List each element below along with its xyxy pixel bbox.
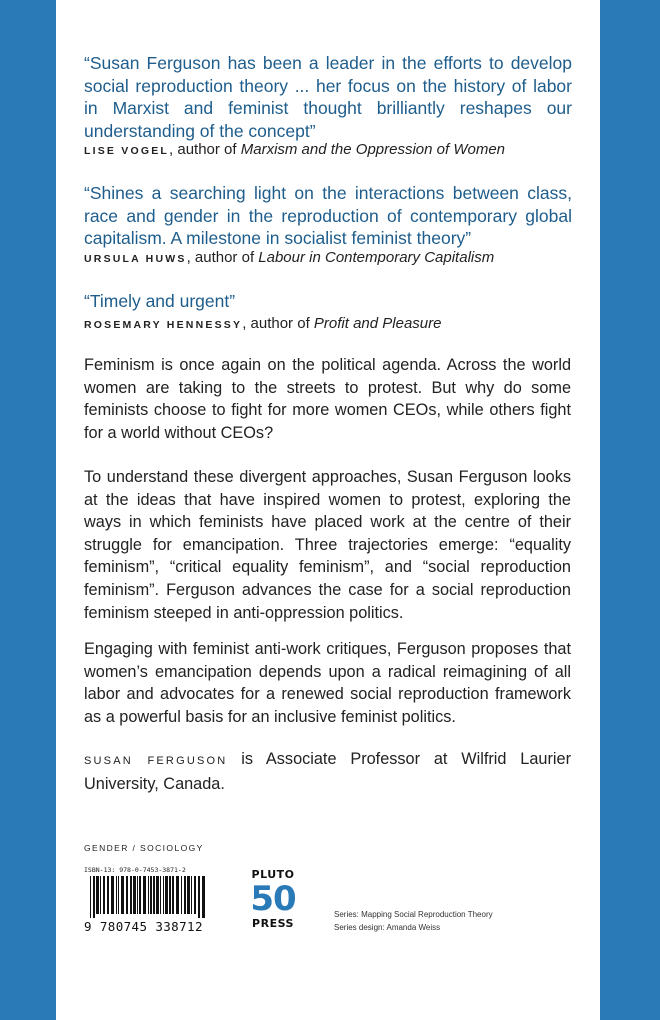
barcode-bar xyxy=(153,876,155,914)
blurb-author-1: LISE VOGEL xyxy=(84,145,170,157)
barcode-bar xyxy=(184,876,186,914)
blurb-quote-1: “Susan Ferguson has been a leader in the efforts to develop social reproduction theory ... her focus on the history of labor in Marxist and feminist thought brilliantly reshapes our understanding of the concept” xyxy=(84,53,572,141)
barcode-bar xyxy=(111,876,114,914)
barcode-bar xyxy=(163,876,164,914)
barcode-bar xyxy=(116,876,117,914)
barcode-bar xyxy=(96,876,99,914)
publisher-logo xyxy=(242,868,304,930)
barcode-bar xyxy=(133,876,136,914)
barcode-bar xyxy=(165,876,168,914)
barcode-bar xyxy=(181,876,182,914)
blurb-quote-3: “Timely and urgent” xyxy=(84,291,236,311)
description-paragraph-3: Engaging with feminist anti-work critiques, Ferguson proposes that women’s emancipation depends upon a radical reimagining of all labor and advocates for a renewed social reproduction framework as a powerful basis for an inclusive feminist politics. xyxy=(84,640,571,726)
publisher-logo-bottom: PRESS xyxy=(252,917,294,930)
barcode-bar xyxy=(187,876,190,914)
barcode-bar xyxy=(172,876,174,914)
blurb-attribution-2 xyxy=(84,248,584,269)
description-paragraph-2: To understand these divergent approaches, Susan Ferguson looks at the ideas that have inspired women to protest, exploring the ways in which feminists have placed work at the centre of their struggle for emancipation. Three trajectories emerge: “equality feminism”, “critical equality feminism”, and “social reproduction feminism”. Ferguson advances the case for a social reproduction feminism steeped in anti-oppression politics. xyxy=(84,468,571,622)
blurb-work-3: Profit and Pleasure xyxy=(313,315,442,332)
blurb-role-2: , author of xyxy=(186,249,259,266)
blurb-role-1: , author of xyxy=(169,141,241,158)
barcode-bar xyxy=(194,876,196,914)
blurb-attribution-1 xyxy=(84,140,584,161)
barcode-bar xyxy=(191,876,192,914)
barcode-bar xyxy=(118,876,119,914)
series-line: Series: Mapping Social Reproduction Theory xyxy=(334,910,493,919)
barcode-bar xyxy=(160,876,161,914)
blurb-author-3: ROSEMARY HENNESSY xyxy=(84,319,243,331)
barcode-bar xyxy=(150,876,152,914)
isbn-barcode xyxy=(84,876,212,918)
barcode-bar xyxy=(100,876,101,914)
barcode-bar xyxy=(143,876,146,914)
barcode-bar xyxy=(103,876,105,914)
barcode-bar xyxy=(198,876,200,918)
publisher-logo-top: PLUTO xyxy=(251,868,295,881)
barcode-digits: 9 780745 338712 xyxy=(84,919,203,934)
series-design-line: Series design: Amanda Weiss xyxy=(334,923,441,932)
barcode-bar xyxy=(202,876,205,918)
author-bio-text: is Associate Professor at Wilfrid Laurier University, Canada. xyxy=(84,750,571,793)
blurb-work-2: Labour in Contemporary Capitalism xyxy=(258,249,495,266)
cover-right-band xyxy=(600,0,660,1020)
blurb-author-2: URSULA HUWS xyxy=(84,253,187,265)
blurb-attribution-3 xyxy=(84,314,584,335)
cover-left-band xyxy=(0,0,56,1020)
barcode-bar xyxy=(137,876,138,914)
barcode-bar xyxy=(93,876,95,918)
barcode-bar xyxy=(126,876,128,914)
barcode-bar xyxy=(130,876,132,914)
publisher-logo-number: 50 xyxy=(250,879,296,919)
barcode-bar xyxy=(139,876,141,914)
blurb-role-3: , author of xyxy=(242,315,314,332)
barcode-bar xyxy=(169,876,171,914)
blurb-quote-2: “Shines a searching light on the interactions between class, race and gender in the reproduction of contemporary global capitalism. A milestone in socialist feminist theory” xyxy=(84,183,572,249)
blurb-work-1: Marxism and the Oppression of Women xyxy=(240,141,506,158)
subject-category: GENDER / SOCIOLOGY xyxy=(84,843,204,853)
series-credits xyxy=(334,908,493,934)
barcode-bar xyxy=(107,876,109,914)
barcode-bar xyxy=(90,876,91,918)
description-paragraph-1: Feminism is once again on the political agenda. Across the world women are taking to the streets to protest. But why do some feminists choose to fight for more women CEOs, while others fight for a world without CEOs? xyxy=(84,356,571,442)
barcode-bar xyxy=(156,876,159,914)
barcode-bar xyxy=(121,876,124,914)
barcode-bar xyxy=(176,876,179,914)
author-bio-name: SUSAN FERGUSON xyxy=(84,755,228,767)
isbn-label: ISBN-13: 978-0-7453-3871-2 xyxy=(84,866,186,874)
author-bio xyxy=(84,748,571,795)
barcode-bar xyxy=(148,876,149,914)
